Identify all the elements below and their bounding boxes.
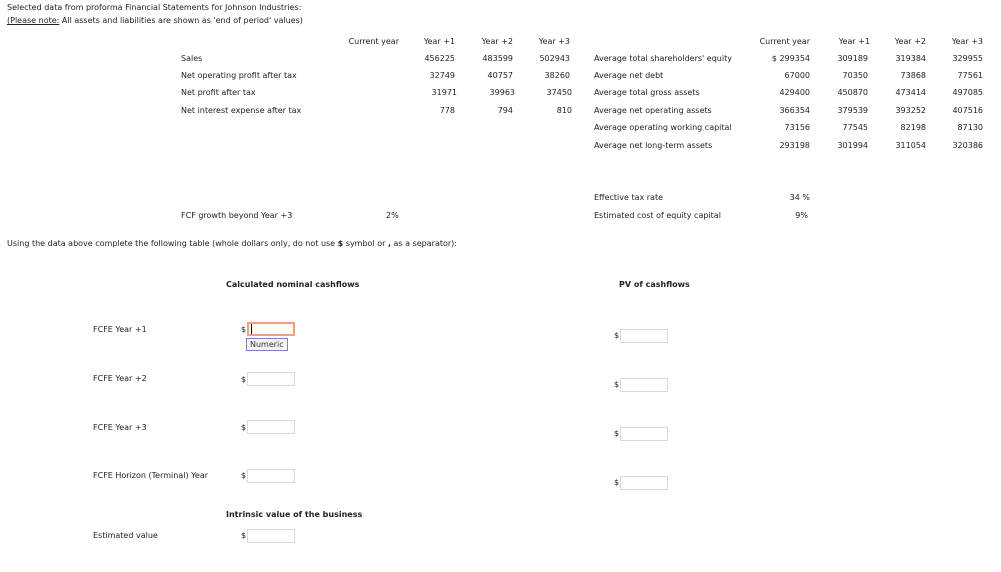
fcfe-terminal-nominal-input[interactable] [247,469,295,483]
estimated-value-input[interactable] [247,529,295,543]
cost-of-equity-label: Estimated cost of equity capital [594,211,721,220]
right-cell: 379539 [837,106,868,115]
fcfe-year2-pv-input[interactable] [620,378,668,392]
left-row-label: Net profit after tax [181,88,256,97]
fcfe-terminal-pv-input[interactable] [620,476,668,490]
left-cell: 38260 [544,71,570,80]
nominal-cashflows-header: Calculated nominal cashflows [226,280,360,289]
dollar-sign: $ [614,429,620,438]
dollar-sign: $ [241,423,247,432]
right-cell: 320386 [952,141,983,150]
fcfe-year3-nominal-input[interactable] [247,420,295,434]
right-cell: 429400 [779,88,810,97]
left-cell: 778 [439,106,455,115]
left-row-label: Net operating profit after tax [181,71,297,80]
pv-cashflows-header: PV of cashflows [619,280,690,289]
fcfe-year1-nominal-input[interactable] [247,322,295,336]
dollar-sign: $ [614,478,620,487]
note-text: All assets and liabilities are shown as 'end of period' values) [59,16,303,25]
right-header-current-year: Current year [759,37,810,46]
dollar-sign: $ [241,531,247,540]
fcf-growth-label: FCF growth beyond Year +3 [181,211,293,220]
right-row-label: Average operating working capital [594,123,732,132]
dollar-sign: $ [614,331,620,340]
left-header-year1: Year +1 [423,37,455,46]
right-cell: 319384 [895,54,926,63]
left-cell: 37450 [546,88,572,97]
instructions-text-c: as a separator): [390,239,457,248]
dollar-sign: $ [614,380,620,389]
comma-symbol: , [387,239,391,248]
right-cell: 73868 [900,71,926,80]
right-cell: 309189 [837,54,868,63]
fcfe-row-label: FCFE Horizon (Terminal) Year [93,471,209,480]
left-cell: 32749 [429,71,455,80]
left-cell: 502943 [539,54,570,63]
intrinsic-value-header: Intrinsic value of the business [226,510,363,519]
right-row-label: Average net operating assets [594,106,712,115]
left-cell: 456225 [424,54,455,63]
left-cell: 39963 [489,88,515,97]
right-cell: 77561 [957,71,983,80]
right-cell: 87130 [957,123,983,132]
right-row-label: Average net long-term assets [594,141,713,150]
dollar-sign: $ [241,325,247,334]
right-cell: 67000 [784,71,810,80]
left-header-year2: Year +2 [481,37,513,46]
fcfe-year2-nominal-input[interactable] [247,372,295,386]
right-cell: 82198 [900,123,926,132]
estimated-value-label: Estimated value [93,531,158,540]
right-cell: 73156 [784,123,810,132]
right-cell: 497085 [952,88,983,97]
right-cell: 366354 [779,106,810,115]
note-line [7,16,303,25]
right-cell: 329955 [952,54,983,63]
dollar-sign: $ [241,375,247,384]
left-row-label: Net interest expense after tax [181,106,302,115]
right-row-label: Average total gross assets [594,88,700,97]
fcfe-row-label: FCFE Year +3 [93,423,147,432]
fcf-growth-value: 2% [386,211,399,220]
right-cell: 407516 [952,106,983,115]
right-header-year1: Year +1 [838,37,870,46]
right-cell: 70350 [842,71,868,80]
right-cell: 393252 [895,106,926,115]
instructions [7,239,457,248]
left-cell: 31971 [431,88,457,97]
text-caret [251,324,252,334]
right-cell: $ 299354 [771,54,810,63]
right-row-label: Average net debt [594,71,664,80]
dollar-symbol: $ [337,239,344,248]
right-cell: 450870 [837,88,868,97]
left-cell: 40757 [487,71,513,80]
instructions-text-a: Using the data above complete the following table (whole dollars only, do not use [7,239,338,248]
right-cell: 301994 [837,141,868,150]
tax-rate-label: Effective tax rate [594,193,664,202]
left-header-year3: Year +3 [538,37,570,46]
tax-rate-value: 34 % [789,193,810,202]
fcfe-row-label: FCFE Year +1 [93,325,147,334]
left-cell: 794 [497,106,513,115]
right-cell: 77545 [842,123,868,132]
right-cell: 473414 [895,88,926,97]
fcfe-row-label: FCFE Year +2 [93,374,147,383]
instructions-text-b: symbol or [343,239,388,248]
right-cell: 293198 [779,141,810,150]
numeric-tooltip: Numeric [246,338,288,351]
cost-of-equity-value: 9% [795,211,808,220]
dollar-sign: $ [241,471,247,480]
right-row-label: Average total shareholders' equity [594,54,732,63]
page-title: Selected data from proforma Financial Statements for Johnson Industries: [7,3,302,12]
fcfe-year1-pv-input[interactable] [620,329,668,343]
left-row-label: Sales [181,54,203,63]
right-header-year3: Year +3 [951,37,983,46]
left-header-current-year: Current year [348,37,399,46]
note-label: (Please note: [7,16,60,25]
right-cell: 311054 [895,141,926,150]
left-cell: 810 [556,106,572,115]
left-cell: 483599 [482,54,513,63]
right-header-year2: Year +2 [894,37,926,46]
fcfe-year3-pv-input[interactable] [620,427,668,441]
